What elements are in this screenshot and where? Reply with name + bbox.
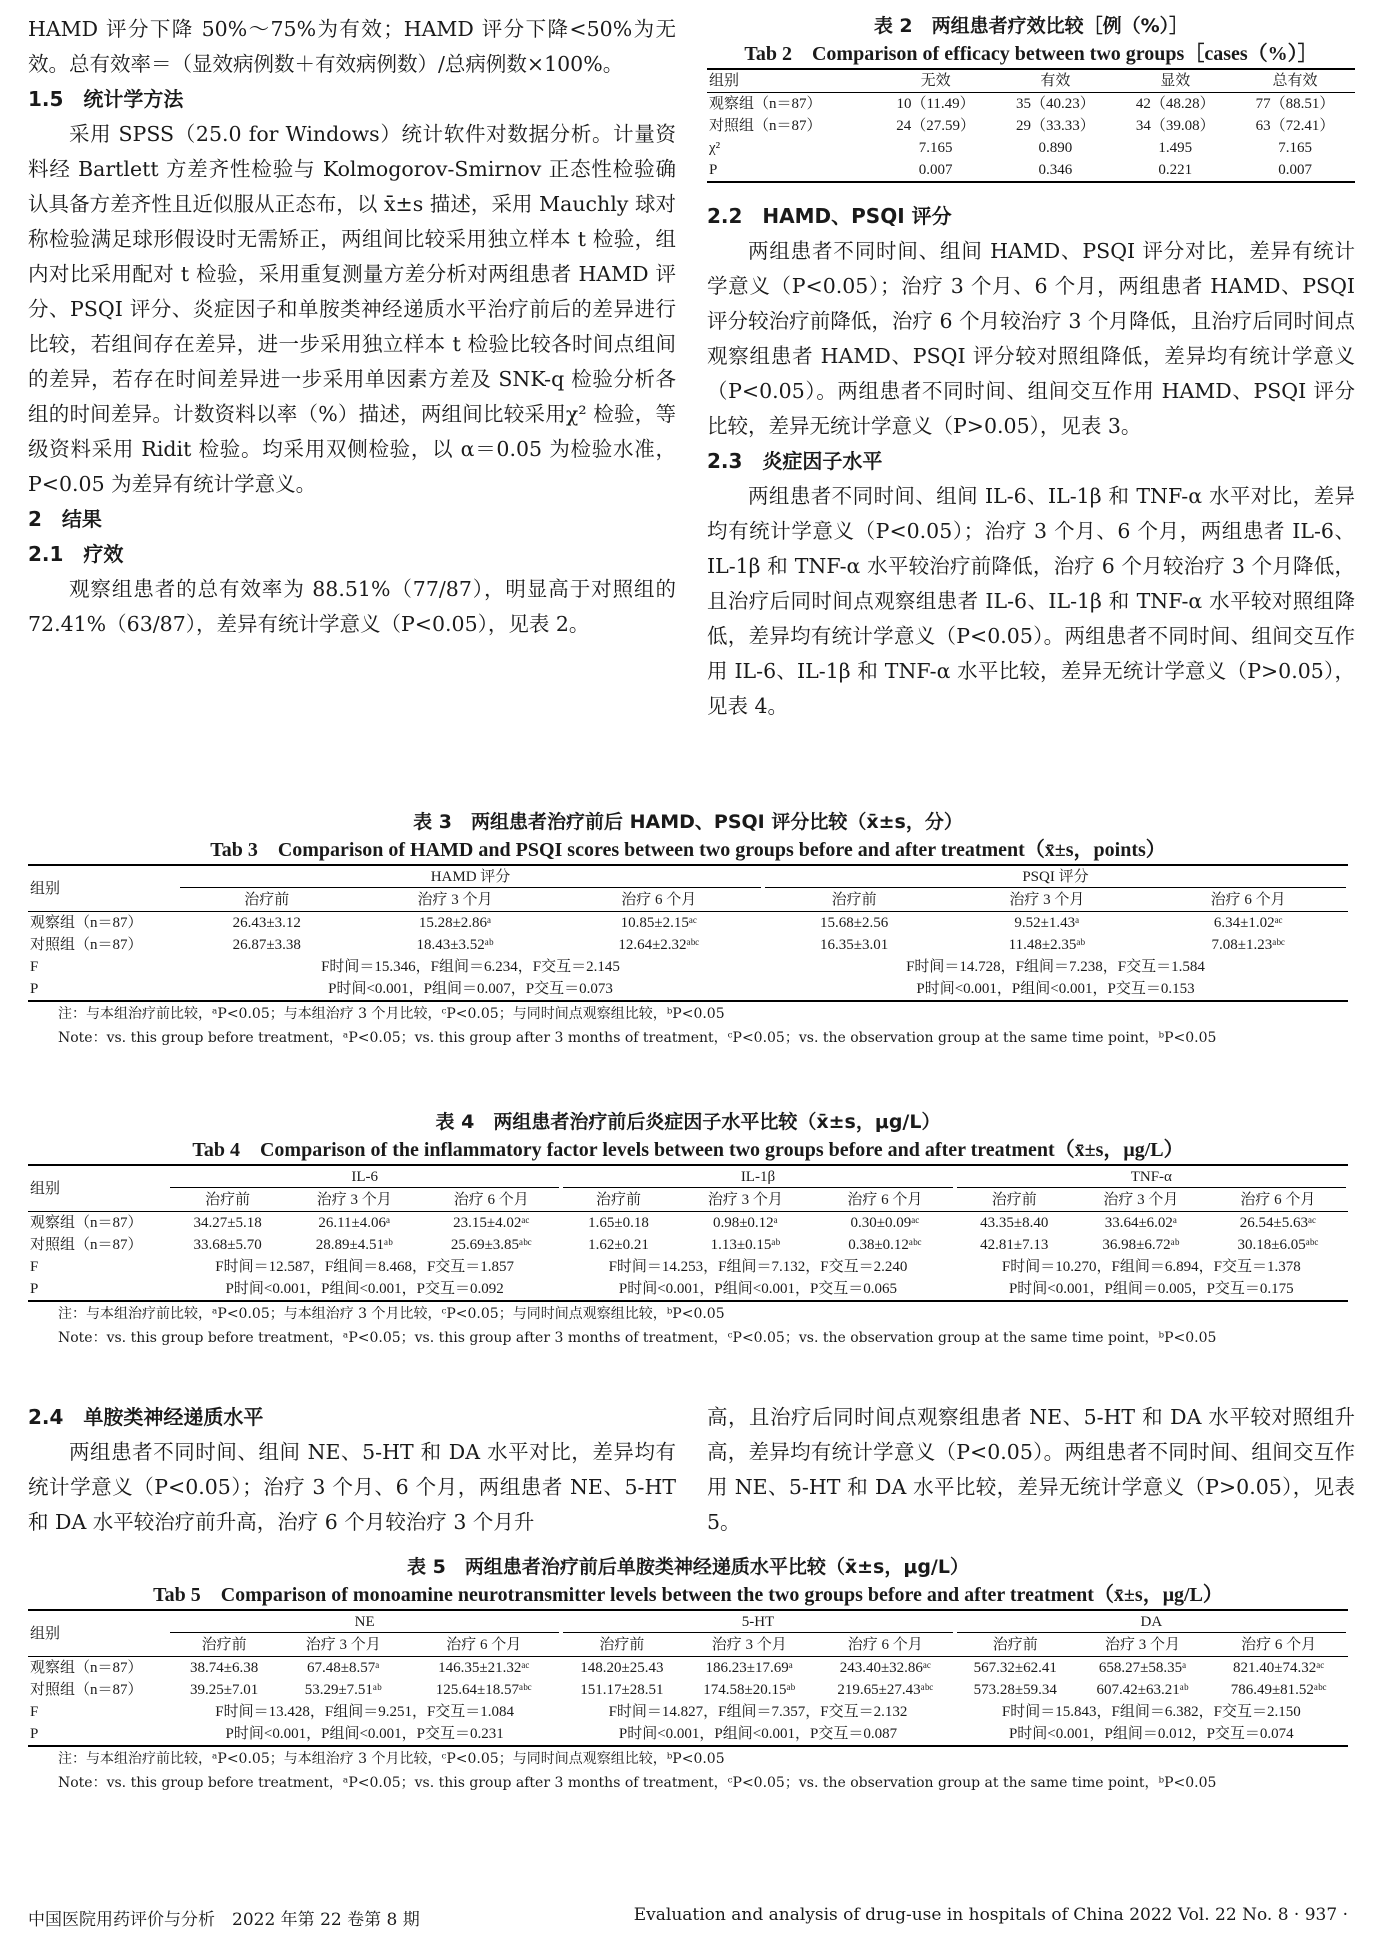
table-cell: 1.65±0.18 [561,1212,675,1235]
table-row [28,912,1348,935]
table-cell: 53.29±7.51ᵃᵇ [304,1682,382,1698]
table-cell: 15.68±2.56 [763,912,945,935]
table-row [28,1212,1348,1235]
table-cell: 1.62±0.21 [588,1237,649,1253]
section-2-4-left [28,1400,676,1540]
table-cell: 42（48.28） [1115,93,1235,116]
table-row [28,1701,1348,1723]
header-cell: 治疗 3 个月 [707,1192,783,1208]
section-2-4-right [707,1400,1355,1540]
table-cell: 9.52±1.43ᵃ [945,912,1148,935]
table-cell: F时间＝15.843，F组间＝6.382，F交互＝2.150 [1001,1704,1301,1720]
table-4 [28,1164,1348,1302]
table-cell: F时间＝14.253，F组间＝7.132，F交互＝2.240 [608,1259,908,1275]
header-group-cell: NE [168,1610,561,1634]
table-cell: P时间<0.001，P组间＝0.007，P交互＝0.073 [178,978,763,1001]
table-cell: 18.43±3.52ᵃᵇ [416,937,494,953]
table-cell: 151.17±28.51 [580,1682,664,1698]
table-4-block [28,1108,1348,1350]
table-note-en: Note：vs. this group before treatment，ᵃP<0.05；vs. this group after 3 months of treatment，ᶜP<0.05；vs. the observation group at the same time point，ᵇP<0.05 [58,1775,1217,1791]
header-group-cell: PSQI 评分 [763,865,1348,889]
section-heading: 2 结果 [28,507,102,531]
table-cell: 对照组（n＝87） [709,118,822,134]
table-cell: 7.08±1.23ᵃᵇᶜ [1211,937,1285,953]
table-cell: 30.18±6.05ᵃᵇᶜ [1237,1237,1319,1253]
header-cell: 无效 [876,69,996,93]
header-cell: 治疗 6 个月 [453,1192,529,1208]
header-cell: 治疗 6 个月 [446,1637,522,1653]
section-heading: 2.2 HAMD、PSQI 评分 [707,204,952,228]
table-subheader-row [28,1189,1348,1212]
table-cell: F [30,1259,39,1275]
table-cell: 观察组（n＝87） [28,1657,168,1680]
table-cell: 11.48±2.35ᵃᵇ [1008,937,1086,953]
table-cell: 786.49±81.52ᵃᵇᶜ [1230,1682,1327,1698]
paragraph: 两组患者不同时间、组间 IL-6、IL-1β 和 TNF-α 水平对比，差异均有统计学意义（P<0.05）；治疗 3 个月、6 个月，两组患者 IL-6、IL-1β 和 TNF-α 水平较治疗前降低，治疗 6 个月较治疗 3 个月降低，且治疗后同时间点观察组患者 IL-6、IL-1β 和 TNF-α 水平较对照组降低，差异均有统计学意义（P<0.05）。两组患者不同时间、组间交互作用 IL-6、IL-1β 和 TNF-α 水平比较，差异无统计学意义（P>0.05），见表 4。 [707,484,1355,718]
table-row [707,115,1355,137]
table-note-en: Note：vs. this group before treatment，ᵃP<0.05；vs. this group after 3 months of treatment，ᶜP<0.05；vs. the observation group at the same time point，ᵇP<0.05 [58,1330,1217,1346]
header-cell: 治疗 3 个月 [417,892,493,908]
table-note-cn: 注：与本组治疗前比较，ᵃP<0.05；与本组治疗 3 个月比较，ᶜP<0.05；与同时间点观察组比较，ᵇP<0.05 [58,1006,725,1022]
table-cell: 34.27±5.18 [168,1212,287,1235]
table-row [28,1256,1348,1278]
header-cell: 有效 [996,69,1116,93]
table-cell: 243.40±32.86ᵃᶜ [816,1657,955,1680]
table-cell: F时间＝14.827，F组间＝7.357，F交互＝2.132 [608,1704,908,1720]
paragraph: HAMD 评分下降 50%～75%为有效；HAMD 评分下降<50%为无效。总有效率＝（显效病例数＋有效病例数）/总病例数×100%。 [28,17,676,76]
section-heading: 2.3 炎症因子水平 [707,449,883,473]
table-cell: 39.25±7.01 [190,1682,259,1698]
header-cell: 治疗 6 个月 [1241,1637,1317,1653]
table-cell: 125.64±18.57ᵃᵇᶜ [435,1682,532,1698]
table-subheader-row [28,1634,1348,1657]
table-cell: P [28,1723,168,1746]
table-cell: 63（72.41） [1255,118,1335,134]
table-cell: 146.35±21.32ᵃᶜ [406,1657,561,1680]
table-row [28,978,1348,1001]
table-3-block [28,808,1348,1050]
table-cell: P时间<0.001，P组间＝0.005，P交互＝0.175 [955,1278,1348,1301]
table-caption-en: Tab 4 Comparison of the inflammatory factor levels between two groups before and after treatment（x̄±s，μg/L） [192,1139,1184,1161]
table-cell: 658.27±58.35ᵃ [1076,1657,1209,1680]
header-cell: 治疗前 [595,1192,641,1208]
header-group-cell: IL-1β [561,1165,954,1189]
header-cell: 组别 [28,1165,168,1212]
table-cell: 26.87±3.38 [232,937,301,953]
table-cell: 0.221 [1115,159,1235,182]
table-cell: 607.42±63.21ᵃᵇ [1096,1682,1189,1698]
table-header-row [28,1610,1348,1634]
table-cell: 33.64±6.02ᵃ [1074,1212,1208,1235]
page-footer [28,1905,1348,1930]
table-cell: 1.13±0.15ᵃᵇ [710,1237,781,1253]
table-cell: P时间<0.001，P组间<0.001，P交互＝0.087 [561,1723,954,1746]
table-note-cn: 注：与本组治疗前比较，ᵃP<0.05；与本组治疗 3 个月比较，ᶜP<0.05；与同时间点观察组比较，ᵇP<0.05 [58,1306,725,1322]
table-cell: F [30,1704,39,1720]
header-cell: 治疗 6 个月 [1240,1192,1316,1208]
table-cell: F时间＝14.728，F组间＝7.238，F交互＝1.584 [906,959,1205,975]
table-caption-cn: 表 3 两组患者治疗前后 HAMD、PSQI 评分比较（x̄±s，分） [413,811,963,833]
header-cell: 治疗 3 个月 [305,1637,381,1653]
table-cell: 174.58±20.15ᵃᵇ [703,1682,796,1698]
table-cell: 33.68±5.70 [193,1237,262,1253]
table-caption-en: Tab 5 Comparison of monoamine neurotransmitter levels between the two groups before and after treatment（x̄±s，μg/L） [153,1584,1223,1606]
header-cell: 治疗 6 个月 [1210,892,1286,908]
table-cell: F时间＝10.270，F组间＝6.894，F交互＝1.378 [1001,1259,1301,1275]
table-cell: 821.40±74.32ᵃᶜ [1209,1657,1348,1680]
header-cell: 治疗前 [831,892,877,908]
header-cell: 总有效 [1235,69,1355,93]
header-cell: 显效 [1115,69,1235,93]
table-cell: F [30,959,39,975]
table-note-cn: 注：与本组治疗前比较，ᵃP<0.05；与本组治疗 3 个月比较，ᶜP<0.05；与同时间点观察组比较，ᵇP<0.05 [58,1751,725,1767]
header-cell: 治疗 3 个月 [1103,1192,1179,1208]
table-row [28,934,1348,956]
header-cell: 治疗前 [992,1637,1038,1653]
header-cell: 治疗 3 个月 [711,1637,787,1653]
table-cell: 15.28±2.86ᵃ [356,912,555,935]
table-cell: 0.007 [876,159,996,182]
header-cell: 治疗 3 个月 [316,1192,392,1208]
table-cell: 12.64±2.32ᵃᵇᶜ [618,937,700,953]
table-caption-en: Tab 2 Comparison of efficacy between two groups［cases（%）］ [744,43,1318,65]
header-cell: 治疗 6 个月 [847,1637,923,1653]
table-cell: 36.98±6.72ᵃᵇ [1102,1237,1180,1253]
header-cell: 组别 [28,865,178,912]
table-cell: P [28,978,178,1001]
table-cell: 26.43±3.12 [178,912,356,935]
table-cell: 0.38±0.12ᵃᵇᶜ [848,1237,922,1253]
table-cell: 7.165 [918,140,953,156]
header-cell: 组别 [707,69,876,93]
table-cell: 1.495 [1158,140,1193,156]
table-cell: 7.165 [1278,140,1312,156]
table-cell: 6.34±1.02ᵃᶜ [1148,912,1348,935]
header-cell: 治疗前 [201,1637,247,1653]
table-row [28,1234,1348,1256]
table-cell: 10（11.49） [876,93,996,116]
paragraph: 两组患者不同时间、组间 HAMD、PSQI 评分对比，差异有统计学意义（P<0.05）；治疗 3 个月、6 个月，两组患者 HAMD、PSQI 评分较治疗前降低，治疗 6 个月较治疗 3 个月降低，且治疗后同时间点观察组患者 HAMD、PSQI 评分较对照组降低，差异均有统计学意义（P<0.05）。两组患者不同时间、组间交互作用 HAMD、PSQI 评分比较，差异无统计学意义（P>0.05），见表 3。 [707,239,1355,438]
header-group-cell: 5-HT [561,1610,954,1634]
table-caption-cn: 表 4 两组患者治疗前后炎症因子水平比较（x̄±s，μg/L） [435,1111,941,1133]
table-cell: 对照组（n＝87） [30,937,143,953]
paragraph: 采用 SPSS（25.0 for Windows）统计软件对数据分析。计量资料经 Bartlett 方差齐性检验与 Kolmogorov-Smirnov 正态性检验确认具备方差齐性且近似服从正态布，以 x̄±s 描述，采用 Mauchly 球对称检验满足球形假设时无需矫正，两组间比较采用独立样本 t 检验，组内对比采用配对 t 检验，采用重复测量方差分析对两组患者 HAMD 评分、PSQI 评分、炎症因子和单胺类神经递质水平治疗前后的差异进行比较，若组间存在差异，进一步采用独立样本 t 检验比较各时间点组间的差异，若存在时间差异进一步采用单因素方差及 SNK-q 检验分析各组的时间差异。计数资料以率（%）描述，两组间比较采用χ² 检验，等级资料采用 Ridit 检验。均采用双侧检验，以 α＝0.05 为检验水准，P<0.05 为差异有统计学意义。 [28,122,676,496]
table-row [707,93,1355,116]
table-cell: 16.35±3.01 [820,937,889,953]
table-cell: 38.74±6.38 [168,1657,280,1680]
table-caption-cn: 表 2 两组患者疗效比较［例（%）］ [873,15,1189,37]
table-cell: 67.48±8.57ᵃ [280,1657,406,1680]
table-cell: 0.890 [1038,140,1073,156]
table-note-en: Note：vs. this group before treatment，ᵃP<0.05；vs. this group after 3 months of treatment，ᶜP<0.05；vs. the observation group at the same time point，ᵇP<0.05 [58,1030,1217,1046]
table-cell: 0.98±0.12ᵃ [676,1212,816,1235]
table-subheader-row [28,889,1348,912]
table-cell: 35（40.23） [996,93,1116,116]
table-cell: P时间<0.001，P组间<0.001，P交互＝0.092 [168,1278,561,1301]
header-group-cell: TNF-α [955,1165,1348,1189]
table-cell: 观察组（n＝87） [28,912,178,935]
table-header-row [707,69,1355,93]
paragraph: 两组患者不同时间、组间 NE、5-HT 和 DA 水平对比，差异均有统计学意义（P<0.05）；治疗 3 个月、6 个月，两组患者 NE、5-HT 和 DA 水平较治疗前升高，治疗 6 个月较治疗 3 个月升 [28,1440,676,1534]
header-group-cell: DA [955,1610,1348,1634]
section-heading: 1.5 统计学方法 [28,87,184,111]
table-cell: 0.007 [1235,159,1355,182]
table-caption-cn: 表 5 两组患者治疗前后单胺类神经递质水平比较（x̄±s，μg/L） [407,1556,969,1578]
table-row [28,1723,1348,1746]
header-group-cell: HAMD 评分 [178,865,763,889]
section-heading: 2.1 疗效 [28,542,124,566]
paragraph: 高，且治疗后同时间点观察组患者 NE、5-HT 和 DA 水平较对照组升高，差异均有统计学意义（P<0.05）。两组患者不同时间、组间交互作用 NE、5-HT 和 DA 水平比较，差异无统计学意义（P>0.05），见表 5。 [707,1405,1355,1534]
left-column [28,12,676,642]
table-header-row [28,1165,1348,1189]
table-cell: 25.69±3.85ᵃᵇᶜ [450,1237,532,1253]
table-caption-en: Tab 3 Comparison of HAMD and PSQI scores between two groups before and after treatment（x̄±s，points） [210,839,1166,861]
table-cell: 0.346 [996,159,1116,182]
table-row [28,956,1348,978]
table-cell: 567.32±62.41 [955,1657,1076,1680]
table-cell: P时间<0.001，P组间＝0.012，P交互＝0.074 [955,1723,1348,1746]
table-cell: 29（33.33） [1016,118,1095,134]
header-cell: 治疗 6 个月 [847,1192,923,1208]
table-cell: 对照组（n＝87） [30,1237,143,1253]
section-heading: 2.4 单胺类神经递质水平 [28,1405,264,1429]
table-cell: 对照组（n＝87） [30,1682,143,1698]
table-row [28,1278,1348,1301]
table-cell: F时间＝15.346，F组间＝6.234，F交互＝2.145 [321,959,620,975]
table-cell: 24（27.59） [896,118,975,134]
table-cell: 28.89±4.51ᵃᵇ [315,1237,393,1253]
table-cell: 34（39.08） [1135,118,1215,134]
table-header-row [28,865,1348,889]
table-cell: 43.35±8.40 [955,1212,1074,1235]
table-cell: 148.20±25.43 [561,1657,682,1680]
header-cell: 治疗前 [205,1192,251,1208]
table-5-block [28,1553,1348,1795]
table-5 [28,1609,1348,1747]
table-cell: P [28,1278,168,1301]
table-cell: F时间＝13.428，F组间＝9.251，F交互＝1.084 [215,1704,515,1720]
table-cell: 观察组（n＝87） [707,93,876,116]
table-cell: 26.54±5.63ᵃᶜ [1208,1212,1348,1235]
table-2 [707,68,1355,183]
footer-journal-cn: 中国医院用药评价与分析 2022 年第 22 卷第 8 期 [28,1910,420,1930]
header-cell: 治疗前 [991,1192,1037,1208]
table-cell: P时间<0.001，P组间<0.001，P交互＝0.231 [168,1723,561,1746]
header-group-cell: IL-6 [168,1165,561,1189]
table-row [707,159,1355,182]
table-row [707,137,1355,159]
table-cell: 26.11±4.06ᵃ [287,1212,421,1235]
table-row [28,1679,1348,1701]
header-cell: 治疗 3 个月 [1105,1637,1181,1653]
table-cell: 0.30±0.09ᵃᶜ [815,1212,955,1235]
table-cell: 观察组（n＝87） [28,1212,168,1235]
table-cell: 219.65±27.43ᵃᵇᶜ [837,1682,934,1698]
table-cell: 23.15±4.02ᵃᶜ [421,1212,561,1235]
table-cell: 186.23±17.69ᵃ [683,1657,816,1680]
table-cell: P时间<0.001，P组间<0.001，P交互＝0.153 [763,978,1348,1001]
header-cell: 治疗前 [599,1637,645,1653]
table-cell: 573.28±59.34 [973,1682,1057,1698]
table-cell: 42.81±7.13 [980,1237,1049,1253]
table-3 [28,864,1348,1002]
table-cell: F时间＝12.587，F组间＝8.468，F交互＝1.857 [215,1259,515,1275]
table-cell: 10.85±2.15ᵃᶜ [555,912,763,935]
right-column [707,12,1355,724]
footer-journal-en: Evaluation and analysis of drug-use in hospitals of China 2022 Vol. 22 No. 8 · 937 · [633,1905,1348,1925]
header-cell: 治疗 3 个月 [1009,892,1085,908]
table-cell: P时间<0.001，P组间<0.001，P交互＝0.065 [561,1278,954,1301]
header-cell: 组别 [28,1610,168,1657]
header-cell: 治疗 6 个月 [621,892,697,908]
table-cell: χ² [709,140,721,156]
table-cell: 77（88.51） [1235,93,1355,116]
header-cell: 治疗前 [244,892,290,908]
table-row [28,1657,1348,1680]
paragraph: 观察组患者的总有效率为 88.51%（77/87），明显高于对照组的 72.41%（63/87），差异有统计学意义（P<0.05），见表 2。 [28,577,676,636]
table-cell: P [707,159,876,182]
